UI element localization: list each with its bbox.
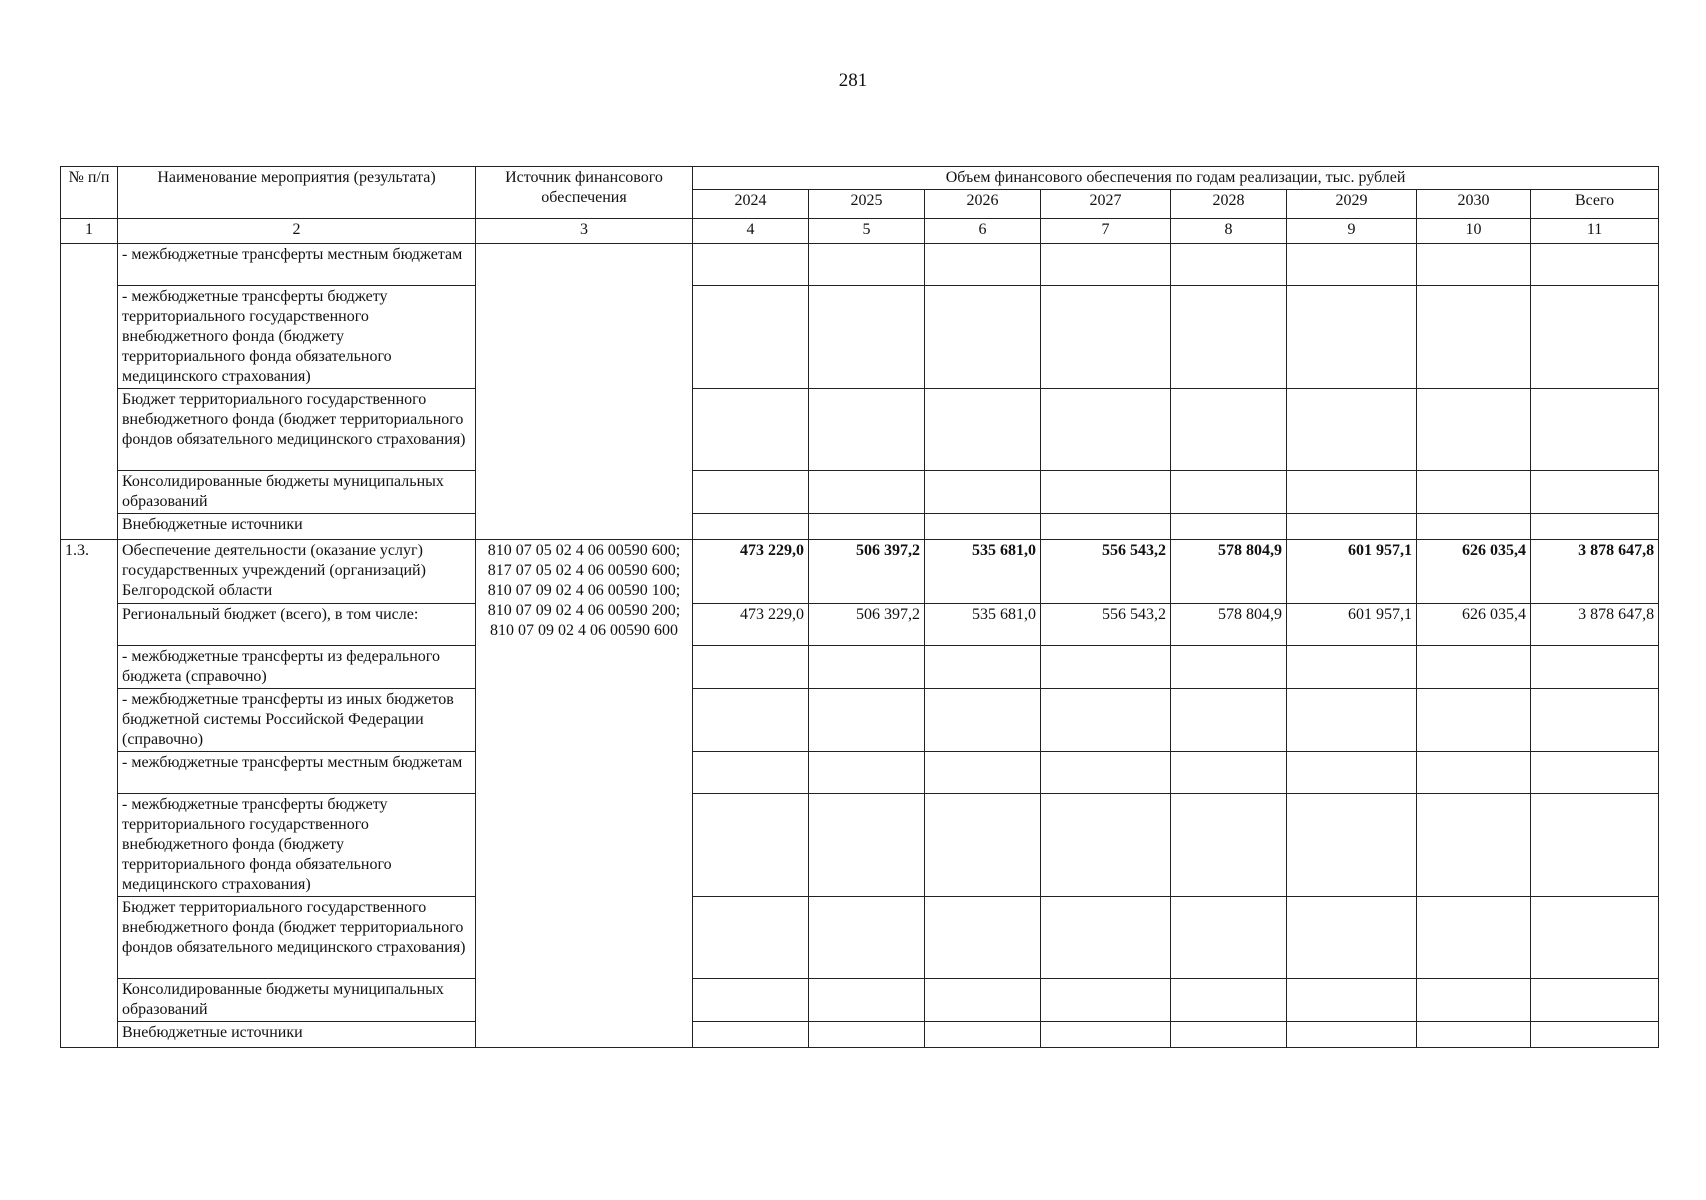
table-row [61, 897, 1659, 979]
col-number: 8 [1171, 219, 1287, 244]
financing-table [60, 166, 1659, 1048]
row-label: - межбюджетные трансферты местным бюджетам [118, 244, 476, 286]
table-row [61, 646, 1659, 689]
col-header-year: 2029 [1287, 190, 1417, 219]
col-number: 3 [476, 219, 693, 244]
source-cell [476, 244, 693, 540]
table-row [61, 689, 1659, 752]
col-number: 1 [61, 219, 118, 244]
table-row [61, 979, 1659, 1022]
row-label: Региональный бюджет (всего), в том числе: [118, 604, 476, 646]
col-number: 4 [693, 219, 809, 244]
section-title: Обеспечение деятельности (оказание услуг) государственных учреждений (организаций) Белгородской области [118, 540, 476, 604]
col-header-name: Наименование мероприятия (результата) [118, 167, 476, 219]
col-number: 11 [1531, 219, 1659, 244]
value-cell: 535 681,0 [925, 540, 1041, 604]
col-header-volume: Объем финансового обеспечения по годам реализации, тыс. рублей [693, 167, 1659, 190]
col-header-year: 2025 [809, 190, 925, 219]
row-label: Консолидированные бюджеты муниципальных образований [118, 471, 476, 514]
value-cell: 626 035,4 [1417, 540, 1531, 604]
value-cell: 626 035,4 [1417, 604, 1531, 646]
col-number: 7 [1041, 219, 1171, 244]
row-label: - межбюджетные трансферты из иных бюджетов бюджетной системы Российской Федерации (справочно) [118, 689, 476, 752]
col-header-year: 2027 [1041, 190, 1171, 219]
value-cell: 535 681,0 [925, 604, 1041, 646]
table-row [61, 389, 1659, 471]
row-label: Бюджет территориального государственного внебюджетного фонда (бюджет территориального фондов обязательного медицинского страхования) [118, 897, 476, 979]
table-row [61, 244, 1659, 286]
row-label: Бюджет территориального государственного внебюджетного фонда (бюджет территориального фондов обязательного медицинского страхования) [118, 389, 476, 471]
value-cell: 506 397,2 [809, 604, 925, 646]
page-number: 281 [838, 70, 868, 91]
table-row [61, 794, 1659, 897]
col-header-year: 2026 [925, 190, 1041, 219]
header-row-1 [61, 167, 1659, 190]
row-label: - межбюджетные трансферты бюджету территориального государственного внебюджетного фонда (бюджету территориального фонда обязательного медицинского страхования) [118, 286, 476, 389]
col-number: 6 [925, 219, 1041, 244]
value-cell: 601 957,1 [1287, 540, 1417, 604]
column-number-row [61, 219, 1659, 244]
col-number: 10 [1417, 219, 1531, 244]
row-number: 1.3. [61, 540, 118, 1048]
row-label: - межбюджетные трансферты из федерального бюджета (справочно) [118, 646, 476, 689]
total-cell: 3 878 647,8 [1531, 540, 1659, 604]
table-row [61, 752, 1659, 794]
col-number: 2 [118, 219, 476, 244]
source-codes: 810 07 05 02 4 06 00590 600; 817 07 05 02 4 06 00590 600; 810 07 09 02 4 06 00590 100; 810 07 09 02 4 06 00590 200; 810 07 09 02 4 06 00590 600 [476, 540, 693, 1048]
col-header-year: 2030 [1417, 190, 1531, 219]
row-label: - межбюджетные трансферты местным бюджетам [118, 752, 476, 794]
row-label: Внебюджетные источники [118, 514, 476, 540]
section-title-row [61, 540, 1659, 604]
total-cell: 3 878 647,8 [1531, 604, 1659, 646]
table-row [61, 286, 1659, 389]
value-cell: 473 229,0 [693, 540, 809, 604]
value-cell: 556 543,2 [1041, 540, 1171, 604]
value-cell: 578 804,9 [1171, 540, 1287, 604]
col-header-year: 2028 [1171, 190, 1287, 219]
row-number-cell [61, 244, 118, 540]
row-label: Внебюджетные источники [118, 1022, 476, 1048]
table-row [61, 1022, 1659, 1048]
value-cell: 473 229,0 [693, 604, 809, 646]
col-number: 9 [1287, 219, 1417, 244]
col-header-num: № п/п [61, 167, 118, 219]
value-cell: 578 804,9 [1171, 604, 1287, 646]
value-cell: 601 957,1 [1287, 604, 1417, 646]
table-row [61, 514, 1659, 540]
col-header-source: Источник финансового обеспечения [476, 167, 693, 219]
row-label: Консолидированные бюджеты муниципальных образований [118, 979, 476, 1022]
row-label: - межбюджетные трансферты бюджету территориального государственного внебюджетного фонда (бюджету территориального фонда обязательного медицинского страхования) [118, 794, 476, 897]
col-number: 5 [809, 219, 925, 244]
value-cell: 506 397,2 [809, 540, 925, 604]
value-cell: 556 543,2 [1041, 604, 1171, 646]
table-row [61, 471, 1659, 514]
col-header-total: Всего [1531, 190, 1659, 219]
table-row [61, 604, 1659, 646]
col-header-year: 2024 [693, 190, 809, 219]
